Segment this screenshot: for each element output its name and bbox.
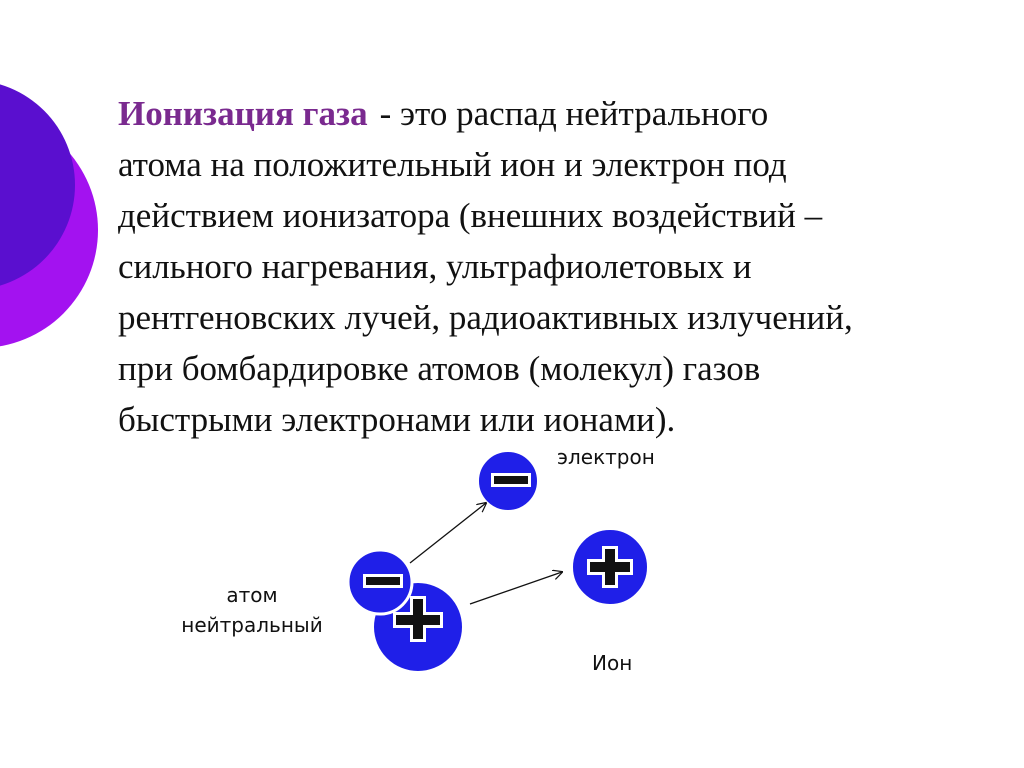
label-atom-line2: нейтральный <box>181 613 323 637</box>
label-ion: Ион <box>592 651 633 675</box>
minus-icon <box>363 574 403 588</box>
definition-line-7: быстрыми электронами или ионами). <box>118 400 676 439</box>
definition-line-4: сильного нагревания, ультрафиолетовых и <box>118 247 752 286</box>
definition-line-text: - это распад нейтрального <box>379 94 769 133</box>
label-electron: электрон <box>557 445 655 469</box>
definition-line-5: рентгеновских лучей, радиоактивных излучений, <box>118 298 853 337</box>
definition-line-6: при бомбардировке атомов (молекул) газов <box>118 349 761 388</box>
ion-particle <box>572 529 648 605</box>
atom-electron-particle <box>348 550 412 614</box>
free-electron-particle <box>478 451 538 511</box>
arrow-to-ion <box>470 572 562 604</box>
definition-line-2: атома на положительный ион и электрон под <box>118 145 787 184</box>
definition-term: Ионизация газа <box>118 94 368 133</box>
minus-icon <box>491 473 531 487</box>
arrow-to-electron <box>410 503 486 563</box>
label-atom-line1: атом <box>226 583 278 607</box>
label-neutral-atom <box>164 580 340 640</box>
definition-line-3: действием ионизатора (внешних воздействий – <box>118 196 823 235</box>
